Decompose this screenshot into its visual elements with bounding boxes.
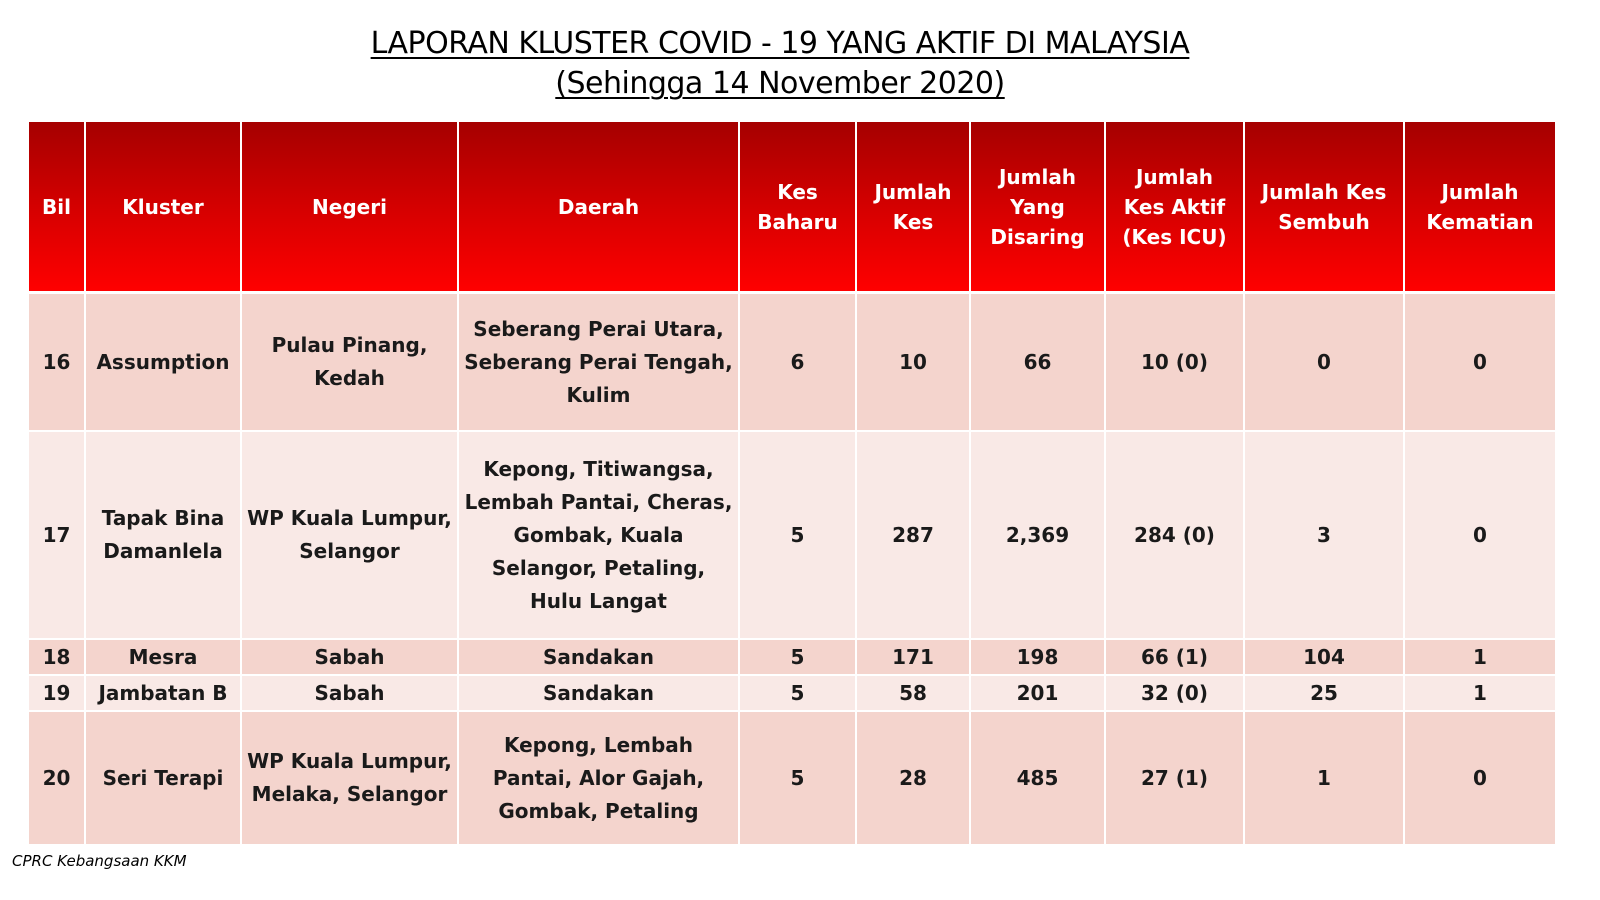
table-row [28,675,1556,711]
table-row [28,431,1556,639]
cell-kluster: Mesra [85,639,241,675]
report-subtitle: (Sehingga 14 November 2020) [555,66,1005,101]
cell-kes-baharu: 6 [739,294,856,431]
cell-jumlah-kes-sembuh: 1 [1244,711,1404,845]
column-header-bil: Bil [28,122,85,291]
cell-jumlah-disaring: 66 [970,294,1105,431]
cell-bil: 17 [28,431,85,639]
cell-jumlah-disaring: 198 [970,639,1105,675]
cell-jumlah-kes-sembuh: 25 [1244,675,1404,711]
cell-kes-baharu: 5 [739,639,856,675]
cell-jumlah-kes: 287 [856,431,970,639]
cell-bil: 16 [28,294,85,431]
column-header-jumlah-kes-sembuh: Jumlah Kes Sembuh [1244,122,1404,291]
cell-jumlah-kes-aktif: 27 (1) [1105,711,1244,845]
cell-jumlah-kes: 10 [856,294,970,431]
cell-negeri: Sabah [241,639,458,675]
cell-negeri: WP Kuala Lumpur, Melaka, Selangor [241,711,458,845]
cell-jumlah-kes: 171 [856,639,970,675]
cell-jumlah-kes-sembuh: 0 [1244,294,1404,431]
cell-jumlah-kes-aktif: 284 (0) [1105,431,1244,639]
cell-jumlah-kes-sembuh: 104 [1244,639,1404,675]
cell-bil: 19 [28,675,85,711]
column-header-daerah: Daerah [458,122,739,291]
column-header-jumlah-disaring: Jumlah Yang Disaring [970,122,1105,291]
cell-jumlah-kes-aktif: 32 (0) [1105,675,1244,711]
cell-bil: 20 [28,711,85,845]
cell-jumlah-kes-sembuh: 3 [1244,431,1404,639]
cell-jumlah-kes: 28 [856,711,970,845]
table-row [28,711,1556,845]
cell-jumlah-kematian: 0 [1404,711,1556,845]
cell-negeri: Pulau Pinang, Kedah [241,294,458,431]
cell-bil: 18 [28,639,85,675]
cell-kluster: Assumption [85,294,241,431]
cell-daerah: Sandakan [458,639,739,675]
cell-jumlah-kes-aktif: 10 (0) [1105,294,1244,431]
cell-kluster: Tapak Bina Damanlela [85,431,241,639]
cell-negeri: WP Kuala Lumpur, Selangor [241,431,458,639]
table-row [28,639,1556,675]
column-header-kluster: Kluster [85,122,241,291]
column-header-jumlah-kematian: Jumlah Kematian [1404,122,1556,291]
cell-kes-baharu: 5 [739,431,856,639]
cell-jumlah-kematian: 0 [1404,431,1556,639]
cell-kluster: Jambatan B [85,675,241,711]
column-header-kes-baharu: Kes Baharu [739,122,856,291]
cell-jumlah-disaring: 201 [970,675,1105,711]
cell-jumlah-kematian: 0 [1404,294,1556,431]
cell-jumlah-kematian: 1 [1404,639,1556,675]
column-header-jumlah-kes-aktif: Jumlah Kes Aktif (Kes ICU) [1105,122,1244,291]
source-footnote: CPRC Kebangsaan KKM [12,852,187,870]
cell-daerah: Kepong, Titiwangsa, Lembah Pantai, Cheras, Gombak, Kuala Selangor, Petaling, Hulu Langat [458,431,739,639]
cell-jumlah-kes-aktif: 66 (1) [1105,639,1244,675]
cluster-table [27,122,1557,846]
cell-jumlah-disaring: 2,369 [970,431,1105,639]
column-header-negeri: Negeri [241,122,458,291]
cell-kes-baharu: 5 [739,711,856,845]
report-title: LAPORAN KLUSTER COVID - 19 YANG AKTIF DI MALAYSIA [370,26,1190,61]
cell-negeri: Sabah [241,675,458,711]
cell-daerah: Seberang Perai Utara, Seberang Perai Tengah, Kulim [458,294,739,431]
cell-jumlah-kematian: 1 [1404,675,1556,711]
cell-daerah: Sandakan [458,675,739,711]
table-header-row [28,122,1556,291]
table-row [28,294,1556,431]
cell-kes-baharu: 5 [739,675,856,711]
cell-kluster: Seri Terapi [85,711,241,845]
cell-jumlah-disaring: 485 [970,711,1105,845]
cell-daerah: Kepong, Lembah Pantai, Alor Gajah, Gombak, Petaling [458,711,739,845]
cell-jumlah-kes: 58 [856,675,970,711]
column-header-jumlah-kes: Jumlah Kes [856,122,970,291]
